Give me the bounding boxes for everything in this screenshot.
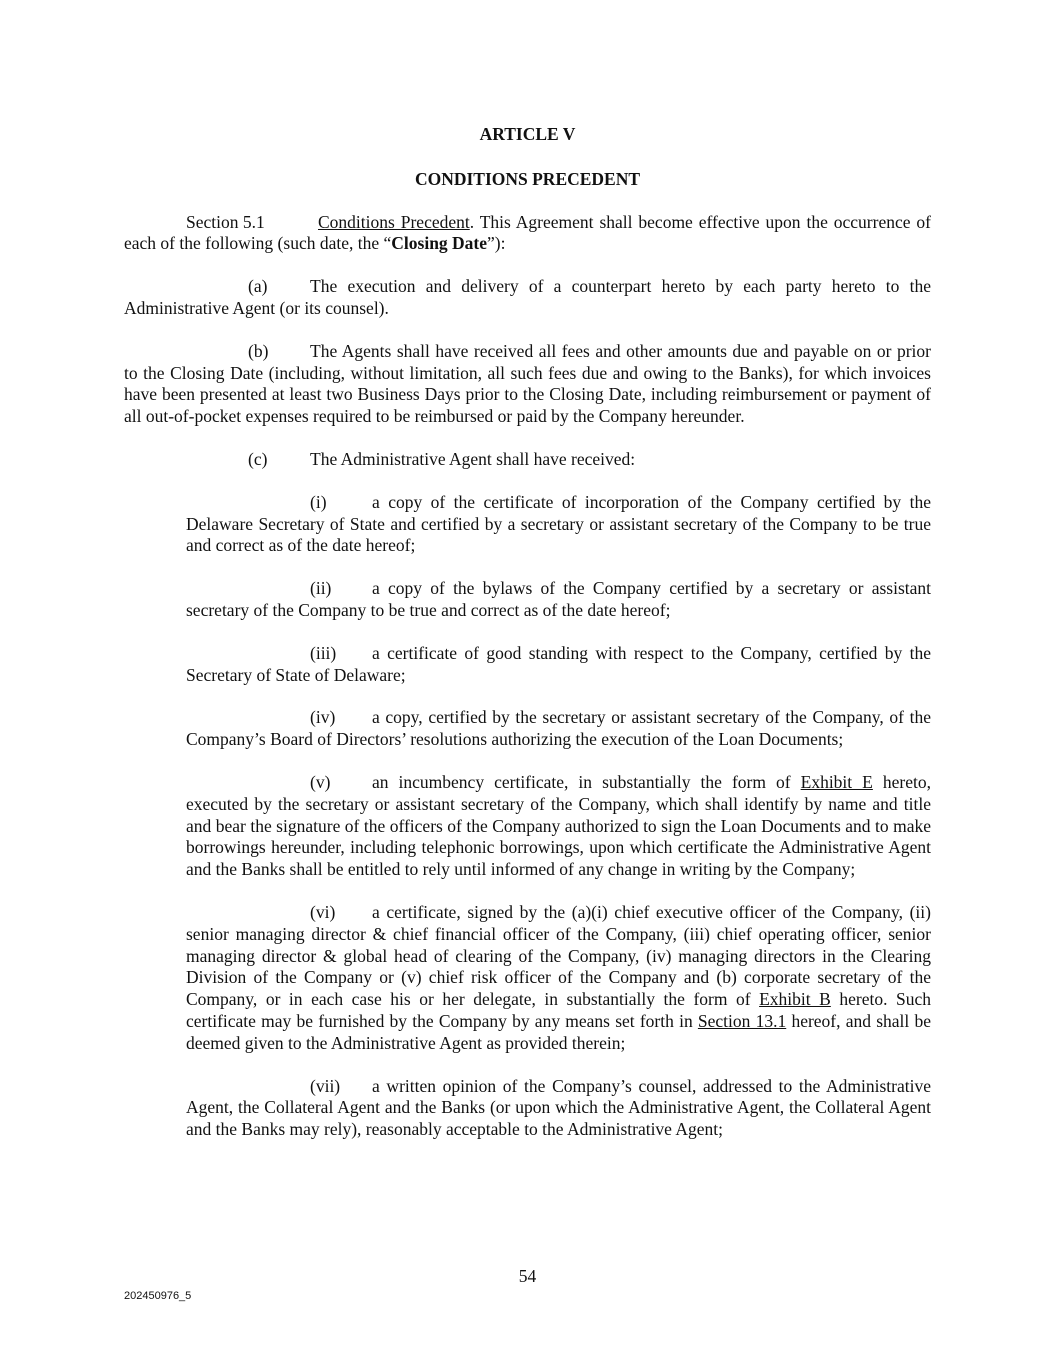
- paragraph-text: The Agents shall have received all fees and other amounts due and payable on or prior to the Closing Date (including, without limitation, all such fees due and owing to the Banks), for which invoices have been presented at least two Business Days prior to the Closing Date, including reimbursement or payment of all out-of-pocket expenses required to be reimbursed or paid by the Company hereunder.: [124, 340, 931, 427]
- subitem-v: [186, 772, 931, 881]
- subitem-vi: [186, 902, 931, 1055]
- section-5-1: [124, 212, 931, 256]
- subitem-label: (ii): [310, 578, 332, 599]
- subitem-label: (iv): [310, 707, 336, 728]
- subitem-i: [186, 492, 931, 557]
- subitem-ii: [186, 578, 931, 622]
- article-title: CONDITIONS PRECEDENT: [414, 168, 641, 189]
- exhibit-e-reference: Exhibit E: [800, 771, 873, 792]
- article-number: ARTICLE V: [479, 124, 576, 144]
- page-number: 54: [518, 1266, 537, 1286]
- subitem-text: a copy, certified by the secretary or assistant secretary of the Company, of the Company’s Board of Directors’ resolutions authorizing the execution of the Loan Documents;: [186, 707, 931, 750]
- subitem-label: (iii): [310, 642, 337, 663]
- section-13-1-reference: Section 13.1: [697, 1010, 787, 1031]
- subitem-text: hereto, executed by the secretary or assistant secretary of the Company, which shall identify by name and title and bear the signature of the officers of the Company authorized to sign the Loan Documents and to make borrowings hereunder, including telephonic borrowings, upon which certificate the Administrative Agent and the Banks shall be entitled to rely until informed of any change in writing by the Company;: [186, 771, 931, 880]
- subitem-label: (vi): [310, 901, 336, 922]
- subitem-text: a certificate, signed by the (a)(i) chief executive officer of the Company, (ii) senior managing director & chief financial officer of the Company, (iii) chief operating officer, senior managing director & global head of clearing of the Company, (iv) managing directors in the Clearing Division of the Company or (v) chief risk officer of the Company and (b) corporate secretary of the Company, or in each case his or her delegate, in substantially the form of: [186, 901, 931, 1010]
- section-label: Section 5.1: [186, 211, 265, 232]
- paragraph-c: [124, 449, 931, 471]
- paragraph-text: The Administrative Agent shall have received:: [310, 448, 636, 469]
- paragraph-b: [124, 341, 931, 428]
- subitem-text: a written opinion of the Company’s counsel, addressed to the Administrative Agent, the Collateral Agent and the Banks (or upon which the Administrative Agent, the Collateral Agent and the Banks may rely), reasonably acceptable to the Administrative Agent;: [186, 1075, 931, 1140]
- paragraph-label: (b): [248, 340, 269, 361]
- subitem-text: hereto. Such certificate may be furnished by the Company by any means set forth in: [186, 989, 931, 1031]
- subitem-label: (vii): [310, 1075, 341, 1096]
- subitem-vii: [186, 1076, 931, 1141]
- subitem-label: (v): [310, 771, 331, 792]
- paragraph-a: [124, 276, 931, 320]
- section-text-2: ”):: [487, 233, 506, 254]
- subitem-text: a copy of the certificate of incorporation of the Company certified by the Delaware Secretary of State and certified by a secretary or assistant secretary of the Company to be true and correct as of the date hereof;: [186, 491, 931, 556]
- document-page: [124, 124, 931, 1162]
- paragraph-text: The execution and delivery of a counterpart hereto by each party hereto to the Administrative Agent (or its counsel).: [124, 276, 931, 318]
- section-text-1: . This Agreement shall become effective upon the occurrence of each of the following (such date, the “: [124, 211, 931, 254]
- subitem-iii: [186, 643, 931, 687]
- subitem-text: a copy of the bylaws of the Company certified by a secretary or assistant secretary of the Company to be true and correct as of the date hereof;: [186, 578, 931, 620]
- exhibit-b-reference: Exhibit B: [759, 989, 831, 1010]
- defined-term-closing-date: Closing Date: [391, 233, 488, 254]
- subitem-text: a certificate of good standing with respect to the Company, certified by the Secretary of State of Delaware;: [186, 642, 931, 685]
- document-id: 202450976_5: [124, 1290, 192, 1302]
- paragraph-label: (a): [248, 276, 268, 297]
- section-heading: Conditions Precedent: [318, 211, 470, 232]
- subitem-iv: [186, 707, 931, 751]
- paragraph-label: (c): [248, 448, 268, 469]
- subitem-text: hereof, and shall be deemed given to the Administrative Agent as provided therein;: [186, 1010, 931, 1053]
- subitem-label: (i): [310, 491, 327, 512]
- subitem-text: an incumbency certificate, in substantially the form of: [372, 771, 801, 792]
